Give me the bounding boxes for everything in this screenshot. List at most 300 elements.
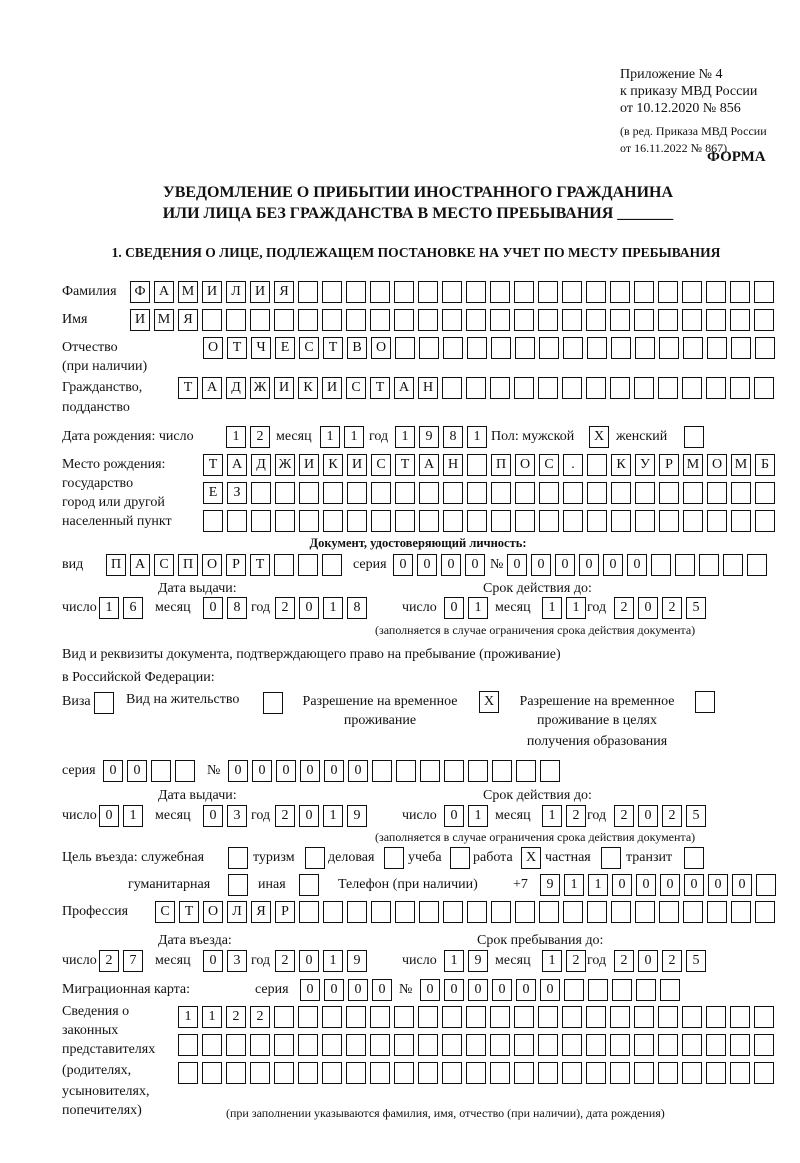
char-box[interactable]: М bbox=[154, 309, 174, 331]
char-box[interactable]: Т bbox=[395, 454, 415, 476]
char-box[interactable] bbox=[659, 482, 679, 504]
purpose-study-checkbox[interactable] bbox=[450, 847, 470, 869]
char-box[interactable] bbox=[611, 482, 631, 504]
char-box[interactable]: О bbox=[371, 337, 391, 359]
char-box[interactable] bbox=[706, 309, 726, 331]
char-box[interactable]: 8 bbox=[443, 426, 463, 448]
char-box[interactable] bbox=[730, 1006, 750, 1028]
char-box[interactable] bbox=[695, 691, 715, 713]
char-box[interactable] bbox=[610, 1062, 630, 1084]
char-box[interactable] bbox=[466, 281, 486, 303]
char-box[interactable]: 2 bbox=[275, 805, 295, 827]
char-box[interactable]: Я bbox=[274, 281, 294, 303]
char-box[interactable] bbox=[370, 1034, 390, 1056]
purpose-other-checkbox[interactable] bbox=[299, 874, 319, 896]
char-box[interactable]: А bbox=[394, 377, 414, 399]
citizenship-field[interactable] bbox=[178, 377, 774, 399]
char-box[interactable] bbox=[659, 901, 679, 923]
char-box[interactable]: Ж bbox=[250, 377, 270, 399]
char-box[interactable] bbox=[756, 874, 776, 896]
char-box[interactable] bbox=[610, 309, 630, 331]
char-box[interactable] bbox=[250, 1062, 270, 1084]
surname-field[interactable] bbox=[130, 281, 774, 303]
char-box[interactable]: 1 bbox=[444, 950, 464, 972]
char-box[interactable]: 0 bbox=[660, 874, 680, 896]
char-box[interactable] bbox=[707, 337, 727, 359]
char-box[interactable] bbox=[466, 1006, 486, 1028]
char-box[interactable]: 0 bbox=[348, 760, 368, 782]
char-box[interactable] bbox=[754, 309, 774, 331]
char-box[interactable] bbox=[370, 1006, 390, 1028]
char-box[interactable] bbox=[659, 337, 679, 359]
char-box[interactable] bbox=[540, 760, 560, 782]
char-box[interactable] bbox=[305, 847, 325, 869]
char-box[interactable]: 0 bbox=[348, 979, 368, 1001]
char-box[interactable]: 8 bbox=[347, 597, 367, 619]
char-box[interactable] bbox=[274, 1062, 294, 1084]
right-number-field[interactable] bbox=[228, 760, 560, 782]
char-box[interactable]: 2 bbox=[662, 597, 682, 619]
char-box[interactable] bbox=[203, 510, 223, 532]
char-box[interactable] bbox=[394, 1034, 414, 1056]
char-box[interactable]: 1 bbox=[123, 805, 143, 827]
char-box[interactable] bbox=[226, 1034, 246, 1056]
char-box[interactable] bbox=[706, 1062, 726, 1084]
char-box[interactable] bbox=[299, 510, 319, 532]
char-box[interactable] bbox=[515, 901, 535, 923]
char-box[interactable]: П bbox=[106, 554, 126, 576]
char-box[interactable] bbox=[682, 309, 702, 331]
char-box[interactable]: 0 bbox=[276, 760, 296, 782]
char-box[interactable] bbox=[492, 760, 512, 782]
char-box[interactable] bbox=[651, 554, 671, 576]
char-box[interactable]: 0 bbox=[300, 979, 320, 1001]
char-box[interactable]: Я bbox=[251, 901, 271, 923]
char-box[interactable] bbox=[634, 1006, 654, 1028]
char-box[interactable] bbox=[443, 510, 463, 532]
char-box[interactable]: 0 bbox=[103, 760, 123, 782]
char-box[interactable] bbox=[563, 482, 583, 504]
char-box[interactable] bbox=[467, 454, 487, 476]
char-box[interactable]: 0 bbox=[638, 805, 658, 827]
char-box[interactable]: 1 bbox=[323, 950, 343, 972]
char-box[interactable]: И bbox=[347, 454, 367, 476]
char-box[interactable] bbox=[587, 454, 607, 476]
char-box[interactable]: 0 bbox=[228, 760, 248, 782]
char-box[interactable] bbox=[706, 377, 726, 399]
birthplace-row3[interactable] bbox=[203, 510, 775, 532]
char-box[interactable]: Т bbox=[178, 377, 198, 399]
char-box[interactable] bbox=[586, 377, 606, 399]
char-box[interactable]: С bbox=[155, 901, 175, 923]
char-box[interactable] bbox=[683, 510, 703, 532]
char-box[interactable] bbox=[490, 377, 510, 399]
char-box[interactable]: 0 bbox=[638, 597, 658, 619]
char-box[interactable]: 2 bbox=[226, 1006, 246, 1028]
char-box[interactable] bbox=[442, 1006, 462, 1028]
char-box[interactable] bbox=[562, 377, 582, 399]
char-box[interactable]: К bbox=[323, 454, 343, 476]
char-box[interactable]: А bbox=[227, 454, 247, 476]
char-box[interactable] bbox=[562, 1006, 582, 1028]
char-box[interactable] bbox=[490, 1062, 510, 1084]
char-box[interactable]: 0 bbox=[127, 760, 147, 782]
char-box[interactable]: 0 bbox=[468, 979, 488, 1001]
char-box[interactable]: 0 bbox=[300, 760, 320, 782]
char-box[interactable] bbox=[468, 760, 488, 782]
char-box[interactable] bbox=[610, 1034, 630, 1056]
char-box[interactable] bbox=[562, 309, 582, 331]
char-box[interactable]: С bbox=[299, 337, 319, 359]
char-box[interactable] bbox=[419, 901, 439, 923]
char-box[interactable] bbox=[346, 1062, 366, 1084]
char-box[interactable] bbox=[514, 1062, 534, 1084]
char-box[interactable] bbox=[467, 482, 487, 504]
char-box[interactable] bbox=[466, 309, 486, 331]
char-box[interactable] bbox=[442, 281, 462, 303]
char-box[interactable]: 1 bbox=[564, 874, 584, 896]
char-box[interactable] bbox=[658, 377, 678, 399]
char-box[interactable] bbox=[274, 1034, 294, 1056]
char-box[interactable]: Я bbox=[178, 309, 198, 331]
char-box[interactable] bbox=[682, 1062, 702, 1084]
char-box[interactable]: 0 bbox=[99, 805, 119, 827]
char-box[interactable]: 9 bbox=[347, 950, 367, 972]
char-box[interactable]: А bbox=[419, 454, 439, 476]
char-box[interactable]: З bbox=[227, 482, 247, 504]
char-box[interactable] bbox=[394, 309, 414, 331]
char-box[interactable]: Д bbox=[251, 454, 271, 476]
purpose-private-checkbox[interactable] bbox=[601, 847, 621, 869]
char-box[interactable] bbox=[514, 1006, 534, 1028]
char-box[interactable] bbox=[371, 901, 391, 923]
trp-checkbox[interactable] bbox=[479, 691, 499, 713]
char-box[interactable] bbox=[442, 1062, 462, 1084]
char-box[interactable]: Р bbox=[226, 554, 246, 576]
char-box[interactable]: Т bbox=[227, 337, 247, 359]
char-box[interactable] bbox=[634, 1062, 654, 1084]
char-box[interactable]: Б bbox=[755, 454, 775, 476]
char-box[interactable] bbox=[611, 901, 631, 923]
entry-day-field[interactable] bbox=[99, 950, 143, 972]
mc-number-field[interactable] bbox=[420, 979, 680, 1001]
char-box[interactable] bbox=[299, 874, 319, 896]
char-box[interactable]: 1 bbox=[468, 805, 488, 827]
char-box[interactable] bbox=[587, 337, 607, 359]
char-box[interactable]: И bbox=[274, 377, 294, 399]
char-box[interactable] bbox=[420, 760, 440, 782]
char-box[interactable] bbox=[467, 337, 487, 359]
char-box[interactable]: А bbox=[202, 377, 222, 399]
id-issue-year-field[interactable] bbox=[275, 597, 367, 619]
char-box[interactable] bbox=[588, 979, 608, 1001]
char-box[interactable]: У bbox=[635, 454, 655, 476]
char-box[interactable] bbox=[372, 760, 392, 782]
rep-row3[interactable] bbox=[178, 1062, 774, 1084]
char-box[interactable] bbox=[539, 482, 559, 504]
char-box[interactable] bbox=[275, 510, 295, 532]
char-box[interactable]: Т bbox=[179, 901, 199, 923]
char-box[interactable]: 1 bbox=[566, 597, 586, 619]
char-box[interactable] bbox=[635, 901, 655, 923]
char-box[interactable]: П bbox=[178, 554, 198, 576]
char-box[interactable] bbox=[660, 979, 680, 1001]
char-box[interactable] bbox=[370, 281, 390, 303]
char-box[interactable] bbox=[226, 1062, 246, 1084]
char-box[interactable] bbox=[298, 309, 318, 331]
char-box[interactable] bbox=[707, 510, 727, 532]
char-box[interactable]: Т bbox=[203, 454, 223, 476]
char-box[interactable] bbox=[418, 1034, 438, 1056]
char-box[interactable] bbox=[322, 1062, 342, 1084]
char-box[interactable] bbox=[175, 760, 195, 782]
birth-month-field[interactable] bbox=[320, 426, 364, 448]
char-box[interactable]: 0 bbox=[203, 597, 223, 619]
right-valid-day-field[interactable] bbox=[444, 805, 488, 827]
char-box[interactable] bbox=[658, 281, 678, 303]
char-box[interactable] bbox=[514, 309, 534, 331]
id-issue-day-field[interactable] bbox=[99, 597, 143, 619]
char-box[interactable]: Ж bbox=[275, 454, 295, 476]
char-box[interactable]: 0 bbox=[299, 805, 319, 827]
char-box[interactable]: 2 bbox=[250, 1006, 270, 1028]
right-issue-day-field[interactable] bbox=[99, 805, 143, 827]
char-box[interactable]: 1 bbox=[178, 1006, 198, 1028]
char-box[interactable] bbox=[491, 510, 511, 532]
char-box[interactable] bbox=[442, 309, 462, 331]
char-box[interactable]: Е bbox=[275, 337, 295, 359]
char-box[interactable]: С bbox=[346, 377, 366, 399]
char-box[interactable] bbox=[371, 482, 391, 504]
char-box[interactable] bbox=[443, 482, 463, 504]
char-box[interactable] bbox=[274, 1006, 294, 1028]
entry-year-field[interactable] bbox=[275, 950, 367, 972]
char-box[interactable] bbox=[514, 1034, 534, 1056]
char-box[interactable]: К bbox=[298, 377, 318, 399]
char-box[interactable] bbox=[228, 847, 248, 869]
char-box[interactable]: 1 bbox=[542, 805, 562, 827]
char-box[interactable] bbox=[683, 482, 703, 504]
char-box[interactable] bbox=[395, 510, 415, 532]
char-box[interactable] bbox=[384, 847, 404, 869]
char-box[interactable]: 0 bbox=[612, 874, 632, 896]
char-box[interactable]: 5 bbox=[686, 950, 706, 972]
char-box[interactable] bbox=[298, 1034, 318, 1056]
char-box[interactable] bbox=[754, 377, 774, 399]
char-box[interactable] bbox=[682, 1006, 702, 1028]
char-box[interactable]: 0 bbox=[465, 554, 485, 576]
right-issue-year-field[interactable] bbox=[275, 805, 367, 827]
char-box[interactable] bbox=[563, 337, 583, 359]
id-issue-month-field[interactable] bbox=[203, 597, 247, 619]
char-box[interactable]: 0 bbox=[417, 554, 437, 576]
char-box[interactable]: 1 bbox=[226, 426, 246, 448]
char-box[interactable] bbox=[275, 482, 295, 504]
char-box[interactable] bbox=[322, 281, 342, 303]
char-box[interactable] bbox=[347, 510, 367, 532]
char-box[interactable] bbox=[635, 337, 655, 359]
id-valid-year-field[interactable] bbox=[614, 597, 706, 619]
char-box[interactable]: Ч bbox=[251, 337, 271, 359]
char-box[interactable]: 2 bbox=[614, 597, 634, 619]
char-box[interactable] bbox=[94, 692, 114, 714]
char-box[interactable] bbox=[227, 510, 247, 532]
char-box[interactable] bbox=[322, 1006, 342, 1028]
char-box[interactable] bbox=[299, 482, 319, 504]
char-box[interactable] bbox=[587, 482, 607, 504]
char-box[interactable]: О bbox=[202, 554, 222, 576]
char-box[interactable] bbox=[754, 281, 774, 303]
char-box[interactable] bbox=[563, 901, 583, 923]
char-box[interactable]: О bbox=[203, 901, 223, 923]
char-box[interactable]: 0 bbox=[516, 979, 536, 1001]
purpose-official-checkbox[interactable] bbox=[228, 847, 248, 869]
stay-year-field[interactable] bbox=[614, 950, 706, 972]
char-box[interactable]: Н bbox=[443, 454, 463, 476]
char-box[interactable] bbox=[683, 337, 703, 359]
char-box[interactable]: О bbox=[707, 454, 727, 476]
char-box[interactable] bbox=[586, 281, 606, 303]
char-box[interactable]: Ф bbox=[130, 281, 150, 303]
char-box[interactable]: 9 bbox=[347, 805, 367, 827]
char-box[interactable] bbox=[395, 482, 415, 504]
char-box[interactable]: 3 bbox=[227, 805, 247, 827]
rep-row1[interactable] bbox=[178, 1006, 774, 1028]
char-box[interactable]: Т bbox=[370, 377, 390, 399]
char-box[interactable] bbox=[755, 901, 775, 923]
char-box[interactable]: 0 bbox=[507, 554, 527, 576]
char-box[interactable]: X bbox=[521, 847, 541, 869]
char-box[interactable]: 0 bbox=[203, 950, 223, 972]
char-box[interactable] bbox=[178, 1034, 198, 1056]
char-box[interactable] bbox=[322, 309, 342, 331]
char-box[interactable] bbox=[299, 901, 319, 923]
char-box[interactable]: О bbox=[203, 337, 223, 359]
char-box[interactable]: И bbox=[322, 377, 342, 399]
char-box[interactable] bbox=[419, 337, 439, 359]
char-box[interactable]: 0 bbox=[708, 874, 728, 896]
char-box[interactable] bbox=[443, 901, 463, 923]
char-box[interactable]: 0 bbox=[444, 805, 464, 827]
char-box[interactable] bbox=[346, 281, 366, 303]
char-box[interactable]: 9 bbox=[419, 426, 439, 448]
char-box[interactable]: 0 bbox=[555, 554, 575, 576]
char-box[interactable] bbox=[684, 847, 704, 869]
char-box[interactable] bbox=[274, 309, 294, 331]
char-box[interactable]: П bbox=[491, 454, 511, 476]
char-box[interactable]: С bbox=[371, 454, 391, 476]
char-box[interactable]: И bbox=[299, 454, 319, 476]
char-box[interactable]: 9 bbox=[468, 950, 488, 972]
char-box[interactable] bbox=[394, 1062, 414, 1084]
char-box[interactable] bbox=[723, 554, 743, 576]
char-box[interactable]: X bbox=[589, 426, 609, 448]
char-box[interactable] bbox=[538, 377, 558, 399]
char-box[interactable] bbox=[562, 1062, 582, 1084]
birthplace-row2[interactable] bbox=[203, 482, 775, 504]
char-box[interactable] bbox=[562, 281, 582, 303]
char-box[interactable]: 2 bbox=[250, 426, 270, 448]
char-box[interactable] bbox=[731, 510, 751, 532]
char-box[interactable]: 2 bbox=[566, 950, 586, 972]
char-box[interactable] bbox=[635, 510, 655, 532]
char-box[interactable] bbox=[538, 281, 558, 303]
char-box[interactable] bbox=[450, 847, 470, 869]
name-field[interactable] bbox=[130, 309, 774, 331]
char-box[interactable]: 3 bbox=[227, 950, 247, 972]
char-box[interactable]: 0 bbox=[444, 979, 464, 1001]
char-box[interactable] bbox=[298, 1062, 318, 1084]
char-box[interactable] bbox=[395, 901, 415, 923]
purpose-work-checkbox[interactable] bbox=[521, 847, 541, 869]
char-box[interactable] bbox=[731, 482, 751, 504]
char-box[interactable] bbox=[514, 281, 534, 303]
char-box[interactable]: М bbox=[178, 281, 198, 303]
purpose-business-checkbox[interactable] bbox=[384, 847, 404, 869]
char-box[interactable] bbox=[394, 1006, 414, 1028]
char-box[interactable] bbox=[444, 760, 464, 782]
mc-series-field[interactable] bbox=[300, 979, 392, 1001]
char-box[interactable] bbox=[682, 377, 702, 399]
char-box[interactable] bbox=[419, 482, 439, 504]
char-box[interactable] bbox=[684, 426, 704, 448]
char-box[interactable]: А bbox=[154, 281, 174, 303]
right-issue-month-field[interactable] bbox=[203, 805, 247, 827]
phone-field[interactable] bbox=[540, 874, 776, 896]
char-box[interactable] bbox=[731, 901, 751, 923]
char-box[interactable]: Н bbox=[418, 377, 438, 399]
char-box[interactable] bbox=[699, 554, 719, 576]
char-box[interactable] bbox=[706, 1034, 726, 1056]
char-box[interactable]: 1 bbox=[320, 426, 340, 448]
char-box[interactable] bbox=[346, 1006, 366, 1028]
char-box[interactable] bbox=[442, 377, 462, 399]
char-box[interactable]: 2 bbox=[566, 805, 586, 827]
char-box[interactable] bbox=[202, 1062, 222, 1084]
char-box[interactable] bbox=[491, 901, 511, 923]
birthplace-row1[interactable] bbox=[203, 454, 775, 476]
char-box[interactable] bbox=[466, 1034, 486, 1056]
char-box[interactable]: Л bbox=[227, 901, 247, 923]
char-box[interactable] bbox=[586, 1006, 606, 1028]
char-box[interactable]: . bbox=[563, 454, 583, 476]
residence-checkbox[interactable] bbox=[263, 692, 283, 714]
char-box[interactable]: 8 bbox=[227, 597, 247, 619]
char-box[interactable]: 2 bbox=[614, 805, 634, 827]
char-box[interactable]: Р bbox=[275, 901, 295, 923]
char-box[interactable] bbox=[587, 510, 607, 532]
char-box[interactable] bbox=[490, 1006, 510, 1028]
sex-female-checkbox[interactable] bbox=[684, 426, 704, 448]
char-box[interactable] bbox=[675, 554, 695, 576]
char-box[interactable] bbox=[490, 1034, 510, 1056]
char-box[interactable]: 1 bbox=[588, 874, 608, 896]
char-box[interactable] bbox=[202, 1034, 222, 1056]
char-box[interactable] bbox=[490, 281, 510, 303]
birth-year-field[interactable] bbox=[395, 426, 487, 448]
char-box[interactable] bbox=[730, 1034, 750, 1056]
char-box[interactable] bbox=[515, 510, 535, 532]
purpose-tourism-checkbox[interactable] bbox=[305, 847, 325, 869]
entry-month-field[interactable] bbox=[203, 950, 247, 972]
char-box[interactable] bbox=[250, 309, 270, 331]
purpose-humanitarian-checkbox[interactable] bbox=[228, 874, 248, 896]
char-box[interactable] bbox=[298, 1006, 318, 1028]
char-box[interactable]: 1 bbox=[323, 805, 343, 827]
char-box[interactable] bbox=[298, 554, 318, 576]
char-box[interactable]: 0 bbox=[579, 554, 599, 576]
char-box[interactable]: 2 bbox=[275, 950, 295, 972]
